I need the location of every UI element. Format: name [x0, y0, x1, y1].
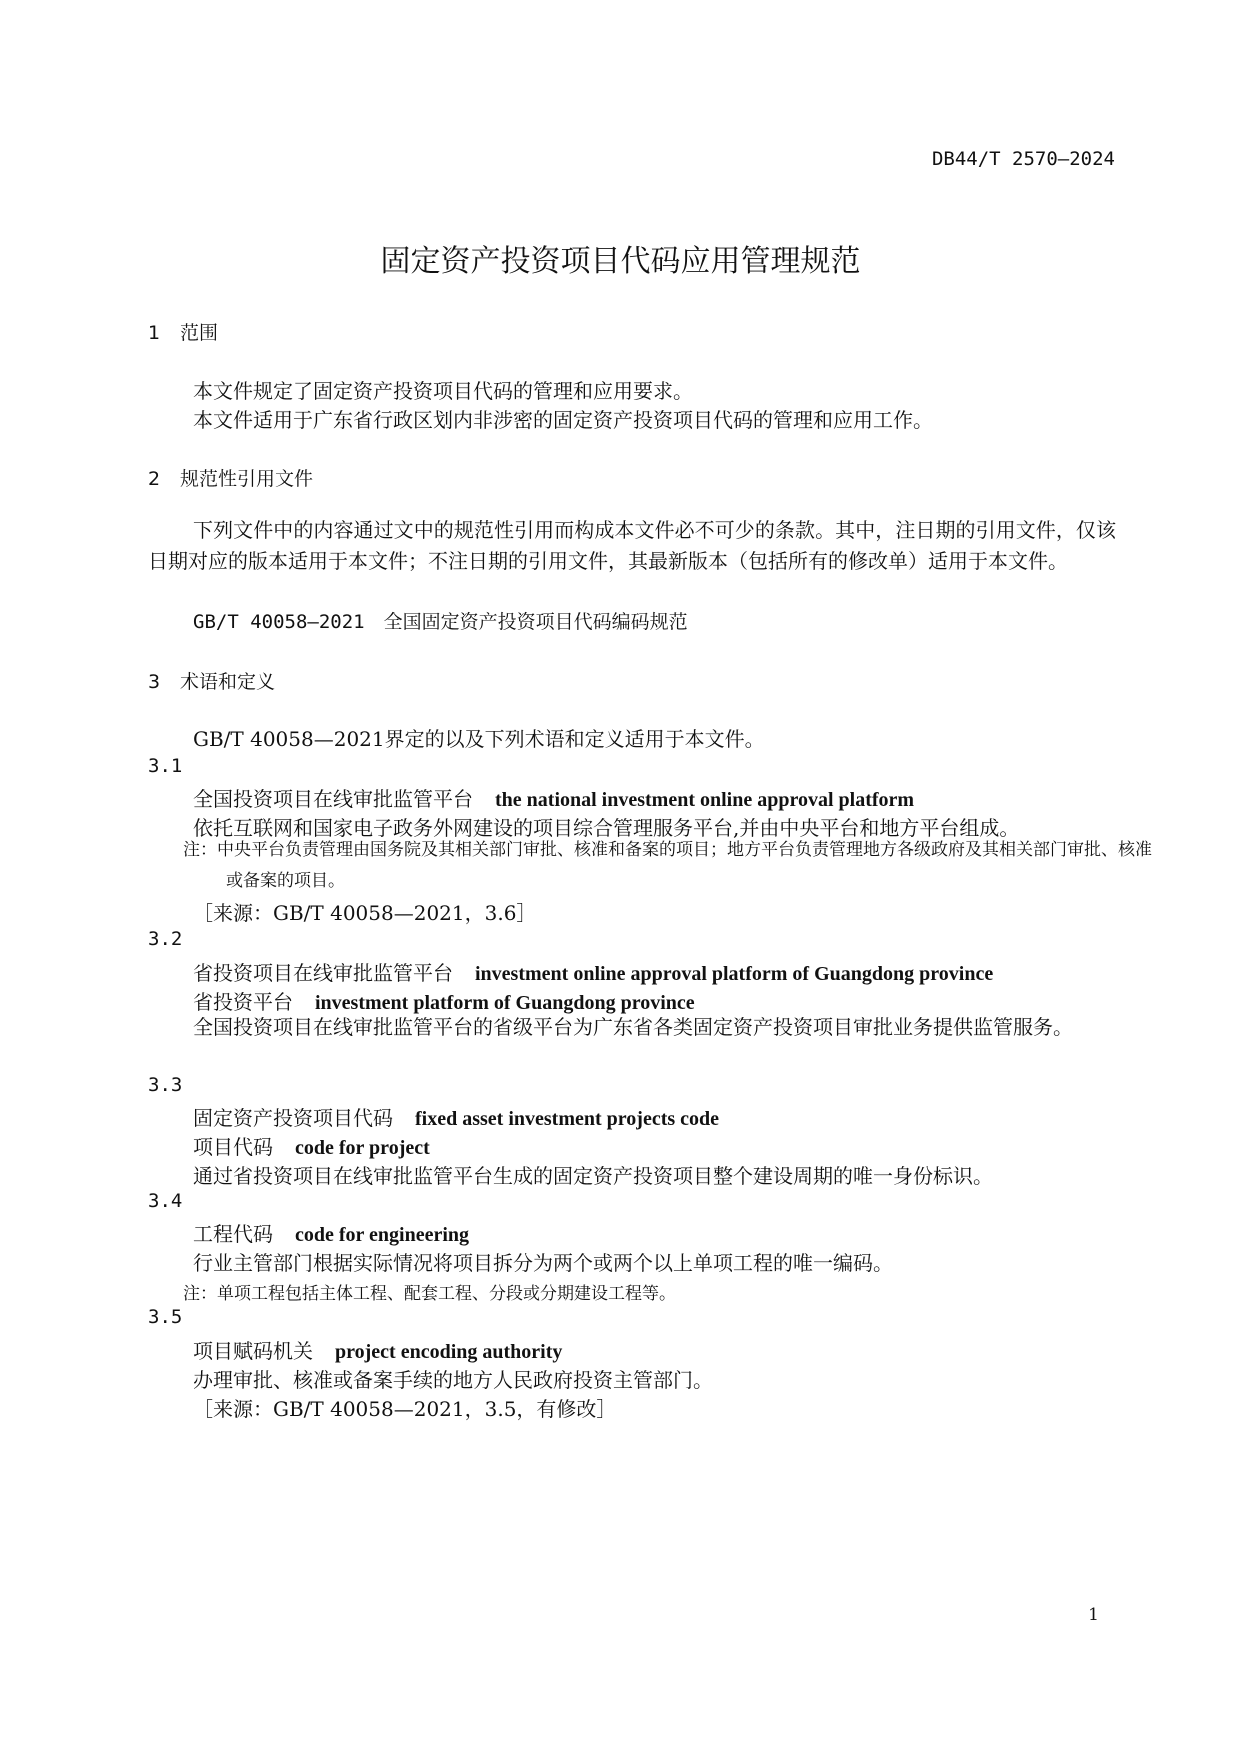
term-zh: 项目代码: [193, 1135, 273, 1159]
term-3-4: [193, 1218, 469, 1247]
clause-number-3-1: 3.1: [148, 755, 183, 777]
definition-3-5: 办理审批、核准或备案手续的地方人民政府投资主管部门。: [193, 1368, 713, 1392]
term-zh: 省投资平台: [193, 990, 293, 1014]
section-1-heading: [148, 318, 218, 345]
section-title: 术语和定义: [180, 671, 276, 693]
term-zh: 全国投资项目在线审批监管平台: [193, 787, 473, 811]
term-3-2: [193, 957, 993, 986]
term-en: investment platform of Guangdong province: [315, 992, 695, 1014]
normative-reference: GB/T 40058—2021 全国固定资产投资项目代码编码规范: [193, 611, 688, 633]
section-number: 1: [148, 322, 161, 344]
section-title: 规范性引用文件: [180, 468, 314, 490]
definition-3-3: 通过省投资项目在线审批监管平台生成的固定资产投资项目整个建设周期的唯一身份标识。: [193, 1164, 993, 1188]
clause-number-3-2: 3.2: [148, 928, 183, 950]
term-3-5: [193, 1335, 562, 1364]
section-1-paragraph-2: 本文件适用于广东省行政区划内非涉密的固定资产投资项目代码的管理和应用工作。: [193, 408, 933, 432]
definition-3-4: 行业主管部门根据实际情况将项目拆分为两个或两个以上单项工程的唯一编码。: [193, 1251, 893, 1275]
term-zh: 项目赋码机关: [193, 1339, 313, 1363]
term-zh: 固定资产投资项目代码: [193, 1106, 393, 1130]
term-en: project encoding authority: [335, 1341, 563, 1363]
term-en: code for project: [295, 1137, 430, 1159]
document-title: 固定资产投资项目代码应用管理规范: [380, 244, 861, 279]
page-number: 1: [1088, 1605, 1099, 1625]
term-en: code for engineering: [295, 1224, 470, 1246]
section-2-heading: [148, 464, 313, 491]
clause-number-3-4: 3.4: [148, 1190, 183, 1212]
term-en: investment online approval platform of Guangdong province: [475, 963, 994, 985]
standard-code: DB44/T 2570—2024: [931, 148, 1115, 170]
section-number: 3: [148, 671, 161, 693]
term-zh: 省投资项目在线审批监管平台: [193, 961, 453, 985]
term-3-3-alt: [193, 1131, 430, 1160]
term-en: the national investment online approval platform: [495, 789, 915, 811]
section-title: 范围: [180, 322, 219, 344]
term-zh: 工程代码: [193, 1222, 273, 1246]
source-3-5: ［来源：GB/T 40058—2021，3.5，有修改］: [193, 1397, 617, 1421]
term-3-2-alt: [193, 986, 695, 1015]
note-3-4: 注：单项工程包括主体工程、配套工程、分段或分期建设工程等。: [183, 1284, 676, 1304]
section-1-paragraph-1: 本文件规定了固定资产投资项目代码的管理和应用要求。: [193, 379, 693, 403]
definition-3-1: 依托互联网和国家电子政务外网建设的项目综合管理服务平台,并由中央平台和地方平台组成。: [193, 816, 1020, 840]
term-3-3: [193, 1102, 719, 1131]
term-3-1: [193, 783, 914, 812]
section-number: 2: [148, 468, 161, 490]
section-3-intro: GB/T 40058—2021界定的以及下列术语和定义适用于本文件。: [193, 727, 765, 751]
section-3-heading: [148, 667, 275, 694]
section-2-paragraph: 下列文件中的内容通过文中的规范性引用而构成本文件必不可少的条款。其中，注日期的引用文件，仅该日期对应的版本适用于本文件；不注日期的引用文件，其最新版本（包括所有的修改单）适用于本文件。: [148, 518, 1116, 573]
definition-3-2: 全国投资项目在线审批监管平台的省级平台为广东省各类固定资产投资项目审批业务提供监管服务。: [193, 1015, 1073, 1039]
clause-number-3-5: 3.5: [148, 1306, 183, 1328]
note-3-1: 注：中央平台负责管理由国务院及其相关部门审批、核准和备案的项目；地方平台负责管理地方各级政府及其相关部门审批、核准或备案的项目。: [183, 840, 1152, 891]
source-3-1: ［来源：GB/T 40058—2021，3.6］: [193, 901, 537, 925]
term-en: fixed asset investment projects code: [415, 1108, 720, 1130]
clause-number-3-3: 3.3: [148, 1074, 183, 1096]
